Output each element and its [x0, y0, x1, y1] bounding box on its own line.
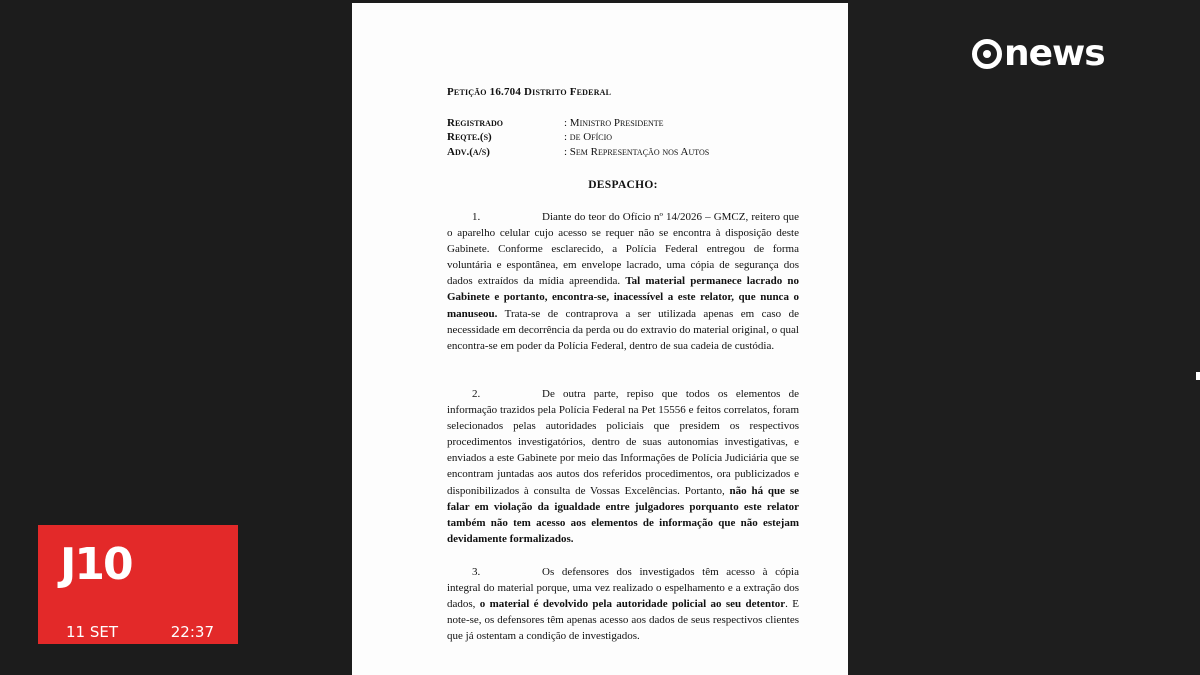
paragraph-text-tail: . E note-se, os defensores têm apenas acesso aos dados de seus respectivos clientes que já ostentam a condição de investigados. [447, 598, 799, 643]
paragraph-text: Os defensores dos investigados têm acesso à cópia integral do material porque, uma vez realizado o espelhamento e a extração dos dados, [447, 566, 799, 611]
program-badge [38, 525, 238, 644]
document-heading: DESPACHO: [588, 179, 658, 191]
meta-value: : Sem Representação nos Autos [564, 146, 710, 158]
channel-logo-text: news [1004, 33, 1105, 74]
background-right [848, 0, 1200, 675]
paragraph-text: Diante do teor do Ofício nº 14/2026 – GMCZ, reitero que o aparelho celular cujo acesso se requer não se encontra à disposição deste Gabinete. Conforme esclarecido, a Polícia Federal entregou de forma voluntária e espontânea, em envelope lacrado, uma cópia de segurança dos dados extraídos da mídia apreendida. [447, 211, 799, 288]
edge-marker [1196, 372, 1200, 380]
program-date: 11 SET [66, 623, 119, 641]
paragraph-emphasis: o material é devolvido pela autoridade policial ao seu detentor [479, 598, 786, 611]
meta-key: Registrado [447, 117, 503, 129]
paragraph-emphasis: não há que se falar em violação da igualdade entre julgadores porquanto este relator também não tem acesso aos elementos de informação que não estejam devidamente formalizados. [447, 484, 799, 545]
meta-key: Reqte.(s) [447, 131, 492, 143]
document-title: Petição 16.704 Distrito Federal [447, 86, 612, 98]
globo-ring-icon [972, 39, 1002, 69]
paragraph-number: 2. [472, 388, 481, 400]
meta-key: Adv.(a/s) [447, 146, 490, 158]
paragraph-1 [447, 209, 799, 354]
document-page [352, 3, 848, 675]
paragraph-text: De outra parte, repiso que todos os elementos de informação trazidos pela Polícia Federal na Pet 15556 e feitos correlatos, foram selecionados pelas autoridades policiais que presidem os respectivos procedimentos investigatórios, dentro de suas autonomias investigativas, e enviados a este Gabinete por meio das Informações de Polícia Judiciária que se encontram juntadas aos autos dos referidos procedimentos, ora publicizados e disponibilizados à consulta de Vossas Excelências. Portanto, [447, 388, 799, 497]
meta-value: : de Ofício [564, 131, 613, 143]
paragraph-number: 1. [472, 211, 481, 223]
paragraph-3 [447, 564, 799, 644]
paragraph-number: 3. [472, 566, 481, 578]
program-title: J10 [60, 539, 132, 590]
paragraph-text-tail: Trata-se de contraprova a ser utilizada apenas em caso de necessidade em decorrência da perda ou do extravio do material original, o qual encontra-se em poder da Polícia Federal, dentro de sua cadeia de custódia. [447, 307, 799, 352]
meta-value: : Ministro Presidente [564, 117, 664, 129]
paragraph-2 [447, 386, 799, 547]
paragraph-emphasis: Tal material permanece lacrado no Gabinete e portanto, encontra-se, inacessível a este relator, que nunca o manuseou. [447, 275, 800, 320]
channel-logo [972, 33, 1132, 74]
program-time: 22:37 [170, 623, 214, 641]
